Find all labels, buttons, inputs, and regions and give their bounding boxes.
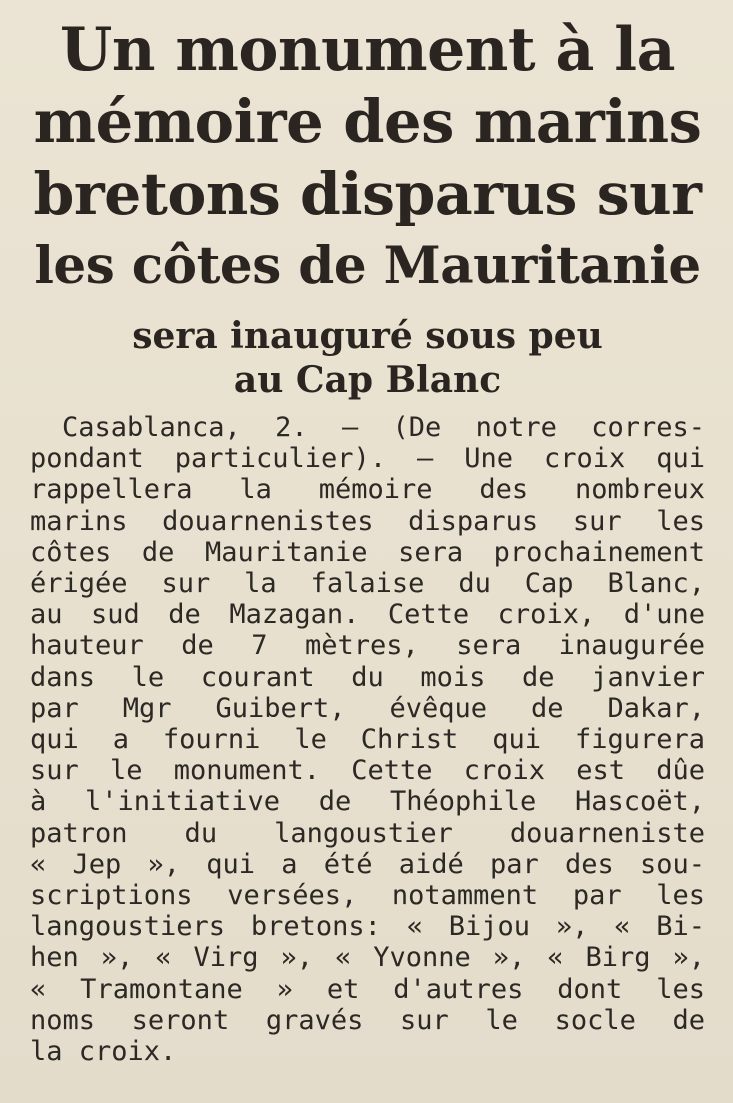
body-line: « Tramontane » et d'autres dont les — [30, 973, 705, 1005]
article-body — [30, 412, 705, 1067]
body-line: langoustiers bretons: « Bijou », « Bi- — [30, 911, 705, 943]
headline — [30, 10, 705, 302]
body-line: hen », « Virg », « Yvonne », « Birg », — [30, 942, 705, 974]
body-line: sur le monument. Cette croix est dûe — [30, 755, 705, 787]
body-line: par Mgr Guibert, évêque de Dakar, — [30, 692, 705, 724]
subheadline-line: au Cap Blanc — [233, 359, 502, 401]
body-line: côtes de Mauritanie sera prochainement — [30, 536, 705, 568]
body-line: hauteur de 7 mètres, sera inaugurée — [30, 630, 705, 662]
body-line: noms seront gravés sur le socle de — [30, 1004, 705, 1036]
body-line: pondant particulier). — Une croix qui — [30, 443, 705, 475]
body-line: rappellera la mémoire des nombreux — [30, 474, 705, 506]
body-line: à l'initiative de Théophile Hascoët, — [30, 786, 705, 818]
headline-line: mémoire des marins — [33, 87, 702, 156]
body-line: « Jep », qui a été aidé par des sou- — [30, 848, 705, 880]
subheadline — [30, 314, 705, 402]
body-line: marins douarnenistes disparus sur les — [30, 505, 705, 537]
body-line: qui a fourni le Christ qui figurera — [30, 724, 705, 756]
body-line: scriptions versées, notamment par les — [30, 880, 705, 912]
headline-line: bretons disparus sur — [33, 159, 702, 228]
body-line: érigée sur la falaise du Cap Blanc, — [30, 568, 705, 600]
body-line: au sud de Mazagan. Cette croix, d'une — [30, 599, 705, 631]
subheadline-line: sera inauguré sous peu — [132, 315, 603, 357]
headline-line: Un monument à la — [60, 15, 675, 85]
body-line: Casablanca, 2. — (De notre corres- — [62, 412, 705, 443]
headline-line: les côtes de Mauritanie — [34, 236, 701, 296]
body-line: la croix. — [30, 1036, 177, 1068]
body-line: dans le courant du mois de janvier — [30, 661, 705, 693]
body-line: patron du langoustier douarneniste — [30, 817, 705, 849]
